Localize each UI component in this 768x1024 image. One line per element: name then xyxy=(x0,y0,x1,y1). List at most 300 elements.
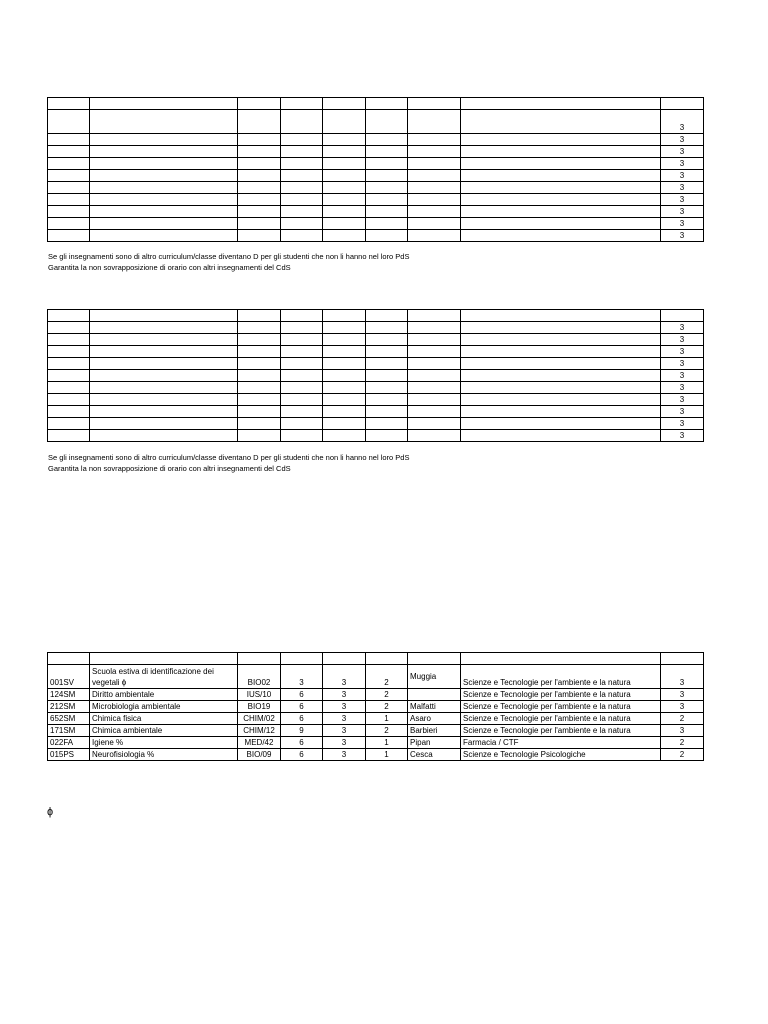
table-cell xyxy=(366,170,408,182)
table-cell xyxy=(366,134,408,146)
table-cell xyxy=(323,218,366,230)
table-cell xyxy=(366,406,408,418)
table-cell xyxy=(48,346,90,358)
table-cell xyxy=(408,334,461,346)
table-cell: 2 xyxy=(366,701,408,713)
table-cell xyxy=(90,430,238,442)
table-cell xyxy=(461,230,661,242)
table-cell xyxy=(323,334,366,346)
table-cell xyxy=(90,98,238,110)
table-cell xyxy=(366,358,408,370)
table-cell: MED/42 xyxy=(238,737,281,749)
table-cell xyxy=(323,310,366,322)
table-cell xyxy=(90,322,238,334)
table-row xyxy=(48,430,704,442)
table-cell: 2 xyxy=(366,689,408,701)
table-cell xyxy=(366,158,408,170)
table-cell xyxy=(90,382,238,394)
table-cell: 2 xyxy=(366,665,408,689)
table-cell xyxy=(48,134,90,146)
table-cell xyxy=(366,346,408,358)
table-cell xyxy=(461,430,661,442)
table-row xyxy=(48,713,704,725)
table-cell xyxy=(238,194,281,206)
table-cell xyxy=(281,310,323,322)
table-cell xyxy=(366,218,408,230)
table-cell xyxy=(408,310,461,322)
table-cell xyxy=(238,310,281,322)
table-cell xyxy=(90,134,238,146)
table-cell: 3 xyxy=(661,134,704,146)
table-cell xyxy=(323,370,366,382)
table-row xyxy=(48,370,704,382)
table-cell xyxy=(48,158,90,170)
table-cell: Farmacia / CTF xyxy=(461,737,661,749)
table-cell xyxy=(366,206,408,218)
table-cell xyxy=(366,146,408,158)
table-cell xyxy=(461,346,661,358)
table-row xyxy=(48,170,704,182)
table-cell xyxy=(661,653,704,665)
table-cell xyxy=(408,98,461,110)
table-cell xyxy=(408,134,461,146)
table-cell xyxy=(48,194,90,206)
table-cell xyxy=(408,182,461,194)
table-cell xyxy=(281,418,323,430)
table-cell xyxy=(48,406,90,418)
table-cell: 3 xyxy=(323,713,366,725)
table-cell xyxy=(48,334,90,346)
table-cell xyxy=(90,194,238,206)
table-cell xyxy=(281,653,323,665)
table-cell: 3 xyxy=(661,701,704,713)
table-cell: 3 xyxy=(661,725,704,737)
table-cell xyxy=(238,170,281,182)
table-cell xyxy=(90,358,238,370)
table-cell xyxy=(323,418,366,430)
table-cell xyxy=(90,182,238,194)
table-cell: 3 xyxy=(661,334,704,346)
table-row xyxy=(48,310,704,322)
table-cell: 3 xyxy=(661,382,704,394)
table-cell xyxy=(281,406,323,418)
table-cell: 3 xyxy=(661,346,704,358)
table-cell xyxy=(281,218,323,230)
table-cell xyxy=(323,98,366,110)
table-cell xyxy=(408,346,461,358)
table-cell xyxy=(48,110,90,134)
table-cell: Scuola estiva di identificazione dei vegetali ɸ xyxy=(90,665,238,689)
table-row xyxy=(48,346,704,358)
table-cell xyxy=(238,358,281,370)
table-cell xyxy=(661,310,704,322)
table-cell xyxy=(366,430,408,442)
table-cell xyxy=(238,206,281,218)
table-cell xyxy=(281,158,323,170)
table-row xyxy=(48,737,704,749)
table-cell xyxy=(323,346,366,358)
table-cell: 171SM xyxy=(48,725,90,737)
table-cell: Cesca xyxy=(408,749,461,761)
table-row xyxy=(48,322,704,334)
table-cell xyxy=(323,170,366,182)
table-cell: 1 xyxy=(366,749,408,761)
table-cell: 6 xyxy=(281,701,323,713)
table-cell: 3 xyxy=(661,370,704,382)
table-cell xyxy=(461,170,661,182)
table-row xyxy=(48,653,704,665)
table-cell: Diritto ambientale xyxy=(90,689,238,701)
table-cell xyxy=(323,110,366,134)
table-2-body xyxy=(48,310,704,442)
table-cell xyxy=(323,158,366,170)
table-cell: 3 xyxy=(323,725,366,737)
table-cell xyxy=(323,430,366,442)
table-row xyxy=(48,394,704,406)
table-cell: 3 xyxy=(661,158,704,170)
table-cell xyxy=(408,689,461,701)
table-cell: 3 xyxy=(661,430,704,442)
table-cell xyxy=(461,98,661,110)
table-cell: 3 xyxy=(661,218,704,230)
table-cell xyxy=(238,418,281,430)
table-cell xyxy=(238,158,281,170)
table-cell xyxy=(408,406,461,418)
table-cell xyxy=(408,418,461,430)
table-cell xyxy=(281,394,323,406)
table-cell xyxy=(408,110,461,134)
table-cell xyxy=(323,653,366,665)
table-2 xyxy=(47,309,704,442)
table-cell xyxy=(408,653,461,665)
table-cell xyxy=(461,394,661,406)
table-cell xyxy=(323,394,366,406)
table-cell xyxy=(323,230,366,242)
table-cell: 1 xyxy=(366,713,408,725)
table-cell xyxy=(281,230,323,242)
table-cell: 2 xyxy=(661,749,704,761)
table-cell: Malfatti xyxy=(408,701,461,713)
table-cell: 022FA xyxy=(48,737,90,749)
table-row xyxy=(48,701,704,713)
table-cell: 2 xyxy=(661,737,704,749)
table-cell: 3 xyxy=(323,749,366,761)
table-cell: 6 xyxy=(281,689,323,701)
table-cell xyxy=(461,382,661,394)
table-cell xyxy=(461,194,661,206)
table-cell xyxy=(238,230,281,242)
table-cell xyxy=(323,322,366,334)
table-cell: 3 xyxy=(661,182,704,194)
table-cell: Asaro xyxy=(408,713,461,725)
table-cell xyxy=(281,134,323,146)
table-cell: Igiene % xyxy=(90,737,238,749)
table-cell xyxy=(408,146,461,158)
table-cell: 3 xyxy=(661,230,704,242)
table-cell xyxy=(366,418,408,430)
table-cell xyxy=(408,206,461,218)
table-cell xyxy=(281,430,323,442)
table-cell xyxy=(90,394,238,406)
table-cell xyxy=(281,194,323,206)
table-row xyxy=(48,110,704,134)
table-cell: 3 xyxy=(661,665,704,689)
table-cell xyxy=(323,134,366,146)
table-cell: 3 xyxy=(323,737,366,749)
table-cell: CHIM/12 xyxy=(238,725,281,737)
table-cell xyxy=(90,346,238,358)
table-cell xyxy=(366,334,408,346)
table-cell xyxy=(281,206,323,218)
table-cell: 015PS xyxy=(48,749,90,761)
table-cell xyxy=(281,382,323,394)
table-cell xyxy=(90,170,238,182)
table-cell xyxy=(281,98,323,110)
note-1a: Se gli insegnamenti sono di altro curriculum/classe diventano D per gli studenti che non li hanno nel loro PdS xyxy=(48,252,410,261)
table-cell xyxy=(323,406,366,418)
table-cell xyxy=(323,194,366,206)
table-1 xyxy=(47,97,704,242)
table-cell xyxy=(366,182,408,194)
table-cell xyxy=(48,394,90,406)
table-cell: 3 xyxy=(323,665,366,689)
table-cell xyxy=(48,170,90,182)
table-cell xyxy=(238,346,281,358)
table-cell xyxy=(90,230,238,242)
table-cell xyxy=(408,322,461,334)
table-cell: 3 xyxy=(661,322,704,334)
table-cell xyxy=(48,418,90,430)
table-row xyxy=(48,725,704,737)
table-row xyxy=(48,665,704,689)
table-row xyxy=(48,334,704,346)
table-cell xyxy=(281,110,323,134)
table-cell xyxy=(238,146,281,158)
table-cell xyxy=(48,230,90,242)
table-cell xyxy=(48,358,90,370)
table-row xyxy=(48,382,704,394)
table-cell xyxy=(366,322,408,334)
table-cell xyxy=(323,206,366,218)
table-cell: 2 xyxy=(661,713,704,725)
table-cell xyxy=(238,182,281,194)
table-cell xyxy=(48,310,90,322)
table-row xyxy=(48,406,704,418)
table-cell xyxy=(323,358,366,370)
table-cell xyxy=(461,182,661,194)
table-cell xyxy=(408,194,461,206)
table-row xyxy=(48,158,704,170)
table-cell: Neurofisiologia % xyxy=(90,749,238,761)
table-cell xyxy=(48,653,90,665)
table-cell xyxy=(408,382,461,394)
table-cell xyxy=(90,218,238,230)
table-cell xyxy=(461,322,661,334)
table-cell: 3 xyxy=(281,665,323,689)
table-cell xyxy=(238,134,281,146)
table-cell: 3 xyxy=(323,689,366,701)
table-cell xyxy=(408,218,461,230)
table-cell xyxy=(366,382,408,394)
table-cell xyxy=(90,653,238,665)
table-cell: Muggia xyxy=(408,665,461,689)
table-cell: 3 xyxy=(661,394,704,406)
table-cell xyxy=(281,182,323,194)
table-cell xyxy=(366,394,408,406)
table-cell: 3 xyxy=(661,146,704,158)
table-cell xyxy=(408,158,461,170)
table-cell xyxy=(48,218,90,230)
table-row xyxy=(48,749,704,761)
table-cell: 3 xyxy=(661,206,704,218)
table-cell xyxy=(323,182,366,194)
table-cell xyxy=(461,370,661,382)
table-cell: 3 xyxy=(661,194,704,206)
table-cell xyxy=(366,98,408,110)
table-cell xyxy=(408,170,461,182)
table-cell: 3 xyxy=(661,170,704,182)
table-cell xyxy=(90,334,238,346)
table-cell xyxy=(461,146,661,158)
table-cell: BIO19 xyxy=(238,701,281,713)
table-cell xyxy=(408,370,461,382)
table-row xyxy=(48,194,704,206)
table-cell xyxy=(90,206,238,218)
table-cell: Scienze e Tecnologie Psicologiche xyxy=(461,749,661,761)
table-cell: 3 xyxy=(661,358,704,370)
table-cell xyxy=(90,406,238,418)
table-cell xyxy=(281,346,323,358)
table-cell: Scienze e Tecnologie per l'ambiente e la natura xyxy=(461,701,661,713)
table-cell: Microbiologia ambientale xyxy=(90,701,238,713)
table-cell: Scienze e Tecnologie per l'ambiente e la natura xyxy=(461,689,661,701)
table-row xyxy=(48,358,704,370)
table-cell xyxy=(90,158,238,170)
table-cell: 652SM xyxy=(48,713,90,725)
table-cell xyxy=(281,170,323,182)
table-cell xyxy=(366,194,408,206)
table-cell xyxy=(461,218,661,230)
table-cell xyxy=(238,98,281,110)
table-cell xyxy=(238,322,281,334)
footnote-symbol: ɸ xyxy=(47,806,54,818)
table-row xyxy=(48,206,704,218)
table-cell: 9 xyxy=(281,725,323,737)
table-cell xyxy=(90,110,238,134)
table-cell xyxy=(48,322,90,334)
table-cell xyxy=(408,358,461,370)
table-cell xyxy=(461,406,661,418)
table-cell: Pipan xyxy=(408,737,461,749)
table-cell: 3 xyxy=(661,689,704,701)
table-row xyxy=(48,98,704,110)
table-row xyxy=(48,182,704,194)
table-cell xyxy=(461,158,661,170)
table-cell: 6 xyxy=(281,737,323,749)
table-cell xyxy=(238,382,281,394)
table-row xyxy=(48,218,704,230)
table-cell xyxy=(90,370,238,382)
table-cell: 212SM xyxy=(48,701,90,713)
table-cell: 6 xyxy=(281,749,323,761)
table-cell: Barbieri xyxy=(408,725,461,737)
table-cell xyxy=(48,146,90,158)
table-cell: CHIM/02 xyxy=(238,713,281,725)
table-cell xyxy=(461,206,661,218)
table-cell xyxy=(238,110,281,134)
table-cell: 1 xyxy=(366,737,408,749)
table-cell xyxy=(366,653,408,665)
table-cell: Scienze e Tecnologie per l'ambiente e la natura xyxy=(461,665,661,689)
table-cell xyxy=(323,146,366,158)
table-cell xyxy=(281,334,323,346)
table-cell xyxy=(238,406,281,418)
table-cell xyxy=(408,230,461,242)
table-cell xyxy=(366,370,408,382)
table-row xyxy=(48,418,704,430)
table-cell: 3 xyxy=(661,406,704,418)
table-cell: Chimica ambientale xyxy=(90,725,238,737)
table-cell xyxy=(661,98,704,110)
table-row xyxy=(48,689,704,701)
table-cell xyxy=(323,382,366,394)
table-cell: 2 xyxy=(366,725,408,737)
table-cell xyxy=(461,334,661,346)
table-cell: 001SV xyxy=(48,665,90,689)
table-cell xyxy=(90,146,238,158)
table-cell xyxy=(238,394,281,406)
table-1-body xyxy=(48,98,704,242)
note-2a: Se gli insegnamenti sono di altro curriculum/classe diventano D per gli studenti che non li hanno nel loro PdS xyxy=(48,453,410,462)
note-1b: Garantita la non sovrapposizione di orario con altri insegnamenti del CdS xyxy=(48,263,291,272)
table-cell xyxy=(90,418,238,430)
table-cell xyxy=(238,430,281,442)
table-cell xyxy=(461,310,661,322)
table-cell xyxy=(461,358,661,370)
table-row xyxy=(48,230,704,242)
table-cell xyxy=(281,358,323,370)
table-cell: Scienze e Tecnologie per l'ambiente e la natura xyxy=(461,713,661,725)
table-cell: 3 xyxy=(661,418,704,430)
table-cell xyxy=(48,370,90,382)
table-cell xyxy=(408,430,461,442)
table-cell: 3 xyxy=(323,701,366,713)
table-cell xyxy=(281,146,323,158)
table-3 xyxy=(47,652,704,761)
table-cell xyxy=(366,230,408,242)
table-cell xyxy=(238,653,281,665)
table-cell: Scienze e Tecnologie per l'ambiente e la natura xyxy=(461,725,661,737)
table-cell xyxy=(408,394,461,406)
table-cell xyxy=(90,310,238,322)
table-cell xyxy=(461,110,661,134)
table-cell xyxy=(48,206,90,218)
note-2b: Garantita la non sovrapposizione di orario con altri insegnamenti del CdS xyxy=(48,464,291,473)
table-cell xyxy=(238,370,281,382)
table-row xyxy=(48,146,704,158)
table-cell: 3 xyxy=(661,110,704,134)
table-cell xyxy=(48,382,90,394)
table-cell xyxy=(366,310,408,322)
table-cell xyxy=(48,98,90,110)
table-cell: Chimica fisica xyxy=(90,713,238,725)
table-row xyxy=(48,134,704,146)
table-cell xyxy=(461,134,661,146)
table-cell xyxy=(281,322,323,334)
table-cell: BIO02 xyxy=(238,665,281,689)
table-cell xyxy=(48,182,90,194)
table-cell xyxy=(48,430,90,442)
